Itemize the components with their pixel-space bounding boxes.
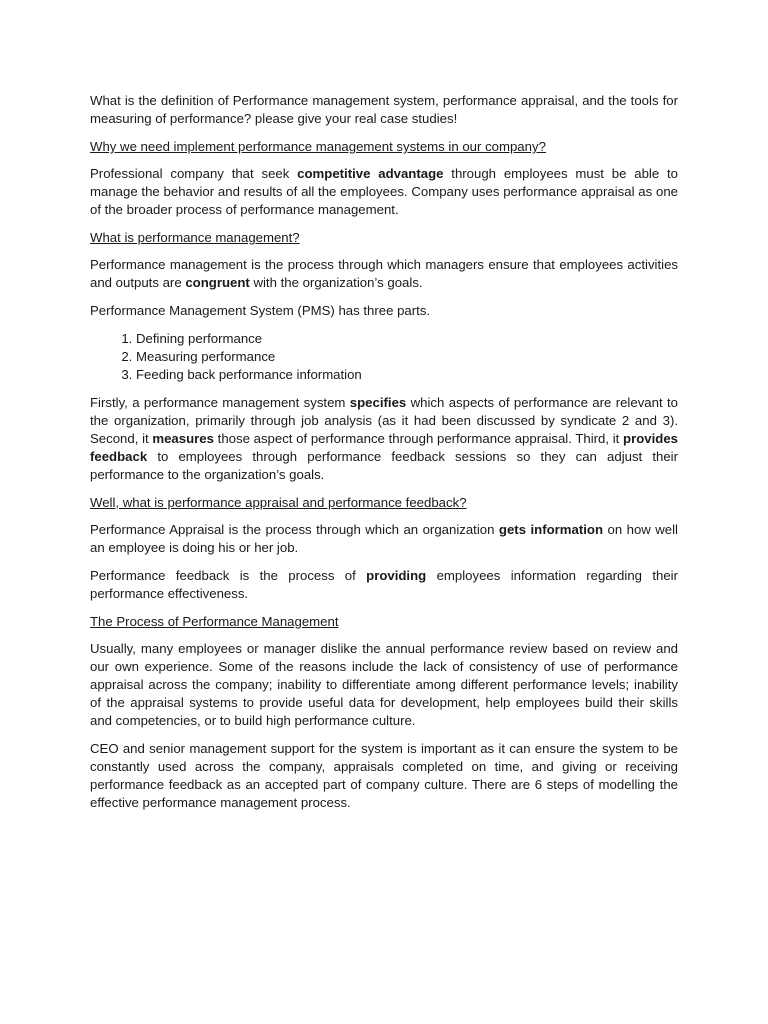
heading-what-is-performance-management: What is performance management? — [90, 230, 300, 245]
paragraph-annual-review-dislike: Usually, many employees or manager dislike the annual performance review based on review and our own experience. Some of the reasons include the lack of consistency of use of performance appraisal across the company; inability to differentiate among different performance levels; inability of the appraisal systems to provide useful data for development, help employees build their skills and competencies, or to build high performance culture. — [90, 641, 678, 728]
paragraph-performance-management-definition: Performance management is the process through which managers ensure that employees activities and outputs are congruent with the organization’s goals. — [90, 257, 678, 290]
heading-why-implement-pms: Why we need implement performance management systems in our company? — [90, 139, 546, 154]
heading-appraisal-and-feedback: Well, what is performance appraisal and performance feedback? — [90, 495, 467, 510]
paragraph-pms-three-parts: Performance Management System (PMS) has three parts. — [90, 303, 431, 318]
paragraph-pms-explanation: Firstly, a performance management system specifies which aspects of performance are relevant to the organization, primarily through job analysis (as it had been discussed by syndicate 2 and 3). Second, it measures those aspect of performance through performance appraisal. Third, it provides feedback to employees through performance feedback sessions so they can adjust their performance to the organization’s goals. — [90, 395, 678, 482]
list-item: 3. Feeding back performance information — [136, 366, 678, 384]
list-item: 2. Measuring performance — [136, 348, 678, 366]
heading-process-of-performance-management: The Process of Performance Management — [90, 614, 339, 629]
document-page — [90, 92, 678, 822]
paragraph-performance-appraisal: Performance Appraisal is the process through which an organization gets information on how well an employee is doing his or her job. — [90, 522, 678, 555]
pms-parts-list — [90, 330, 678, 384]
paragraph-performance-feedback: Performance feedback is the process of providing employees information regarding their performance effectiveness. — [90, 568, 678, 601]
list-item: 1. Defining performance — [136, 330, 678, 348]
paragraph-competitive-advantage: Professional company that seek competitive advantage through employees must be able to manage the behavior and results of all the employees. Company uses performance appraisal as one of the broader process of performance management. — [90, 166, 678, 217]
paragraph-ceo-support: CEO and senior management support for the system is important as it can ensure the system to be constantly used across the company, appraisals completed on time, and giving or receiving performance feedback as an accepted part of company culture. There are 6 steps of modelling the effective performance management process. — [90, 741, 678, 810]
intro-paragraph: What is the definition of Performance management system, performance appraisal, and the tools for measuring of performance? please give your real case studies! — [90, 93, 678, 126]
